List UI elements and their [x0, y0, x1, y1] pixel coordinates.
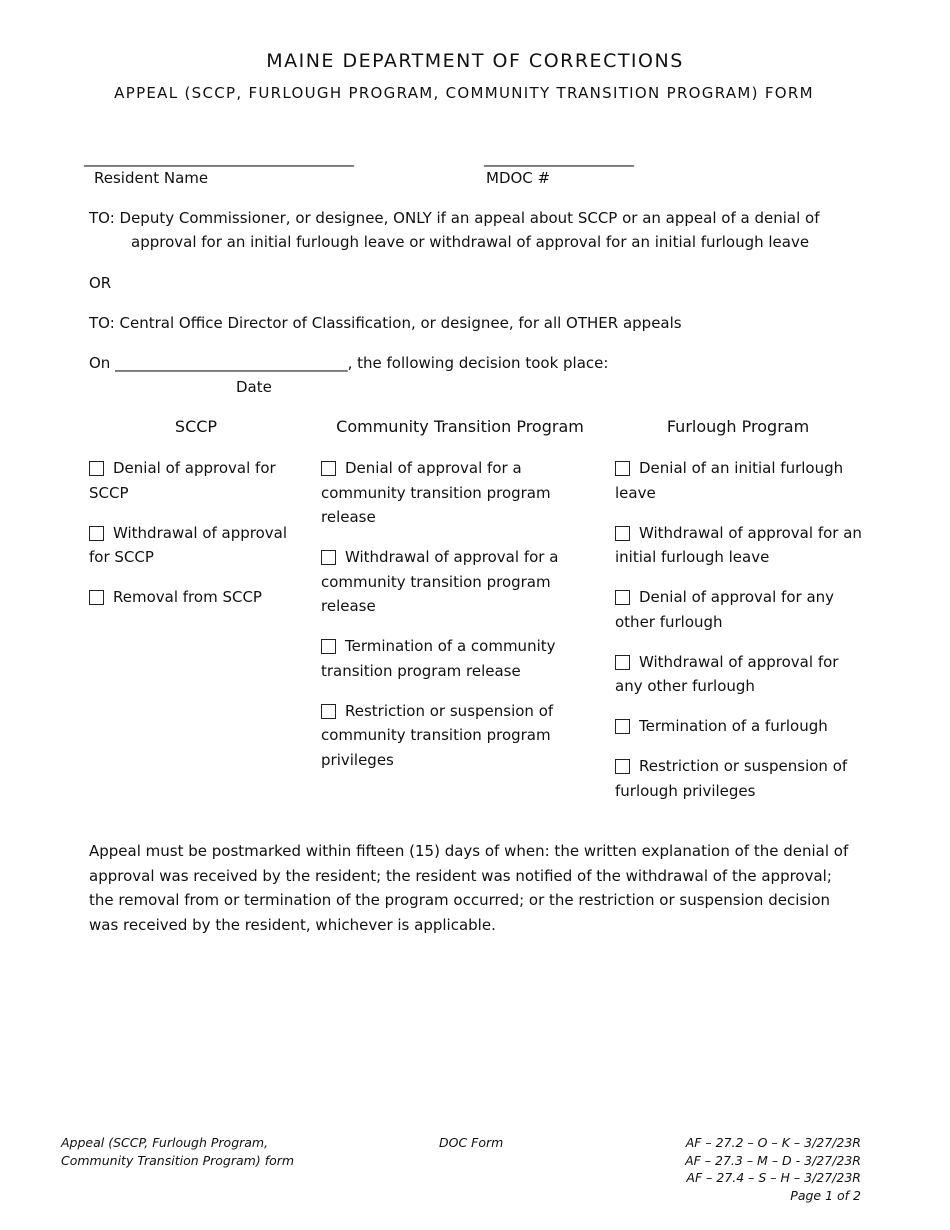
option-label: Restriction or suspension of furlough privileges — [615, 757, 848, 800]
decision-on-label: On — [89, 354, 111, 372]
footer-doc-form: DOC Form — [439, 1135, 504, 1150]
mdoc-number-label: MDOC # — [486, 169, 551, 187]
furlough-option — [615, 650, 865, 699]
option-label: Denial of approval for SCCP — [89, 459, 276, 502]
sccp-option — [89, 456, 307, 505]
checkbox[interactable] — [321, 550, 336, 565]
footer-form-name-line1: Appeal (SCCP, Furlough Program, — [61, 1135, 269, 1150]
resident-name-label: Resident Name — [94, 169, 209, 187]
furlough-option — [615, 585, 865, 634]
checkbox[interactable] — [615, 655, 630, 670]
mdoc-number-line[interactable]: ____________________ — [484, 149, 634, 167]
furlough-option — [615, 754, 865, 803]
form-title: APPEAL (SCCP, FURLOUGH PROGRAM, COMMUNITY TRANSITION PROGRAM) FORM — [114, 84, 814, 102]
sccp-heading: SCCP — [174, 417, 218, 436]
resident-name-line[interactable]: ____________________________________ — [84, 149, 354, 167]
ctp-option — [321, 699, 579, 773]
option-label: Termination of a community transition program release — [321, 637, 556, 680]
option-label: Removal from SCCP — [113, 588, 262, 606]
furlough-option — [615, 714, 865, 739]
checkbox[interactable] — [321, 704, 336, 719]
option-label: Restriction or suspension of community transition program privileges — [321, 701, 554, 769]
checkbox[interactable] — [615, 461, 630, 476]
sccp-option — [89, 585, 307, 610]
decision-date-row — [89, 351, 608, 376]
checkbox[interactable] — [615, 719, 630, 734]
option-label: Withdrawal of approval for any other furlough — [615, 652, 839, 695]
recipient-deputy-commissioner-cont: approval for an initial furlough leave or withdrawal of approval for an initial furlough leave — [131, 233, 810, 251]
checkbox[interactable] — [615, 526, 630, 541]
option-label: Denial of approval for any other furlough — [615, 588, 835, 631]
checkbox[interactable] — [89, 590, 104, 605]
ctp-option — [321, 456, 579, 530]
footer-form-name-line2: Community Transition Program) form — [61, 1152, 295, 1168]
furlough-options — [615, 456, 865, 819]
footer-code: AF – 27.2 – O – K – 3/27/23R — [685, 1135, 861, 1150]
ctp-option — [321, 545, 579, 619]
ctp-option — [321, 634, 579, 683]
ctp-heading: Community Transition Program — [336, 417, 584, 436]
checkbox[interactable] — [615, 590, 630, 605]
recipient-deputy-commissioner: TO: Deputy Commissioner, or designee, ONLY if an appeal about SCCP or an appeal of a denial of — [89, 209, 820, 227]
sccp-options — [89, 456, 307, 625]
checkbox[interactable] — [89, 461, 104, 476]
checkbox[interactable] — [615, 759, 630, 774]
checkbox[interactable] — [321, 461, 336, 476]
footer-code: AF – 27.3 – M – D - 3/27/23R — [685, 1152, 861, 1168]
checkbox[interactable] — [321, 639, 336, 654]
recipient-or: OR — [89, 274, 112, 292]
option-label: Withdrawal of approval for a community transition program release — [321, 548, 559, 615]
recipient-director-classification: TO: Central Office Director of Classification, or designee, for all OTHER appeals — [89, 314, 682, 332]
option-label: Denial of an initial furlough leave — [615, 459, 844, 502]
option-label: Denial of approval for a community transition program release — [321, 459, 551, 526]
decision-suffix: , the following decision took place: — [347, 354, 609, 372]
decision-date-label: Date — [236, 378, 272, 396]
decision-date-line[interactable]: _______________________________ — [115, 354, 348, 372]
checkbox[interactable] — [89, 526, 104, 541]
ctp-options — [321, 456, 579, 788]
form-agency-title: MAINE DEPARTMENT OF CORRECTIONS — [266, 50, 684, 72]
furlough-option — [615, 521, 865, 570]
footer-form-codes — [685, 1134, 861, 1204]
footer-page-number: Page 1 of 2 — [790, 1187, 861, 1203]
footer-code: AF – 27.4 – S – H – 3/27/23R — [686, 1170, 861, 1185]
appeal-deadline-notice: Appeal must be postmarked within fifteen (15) days of when: the written explanation of the denial of approval was received by the resident; the resident was notified of the withdrawal of the approval; the removal from or termination of the program occurred; or the restriction or suspension decision was received by the resident, whichever is applicable. — [89, 842, 849, 934]
footer-form-name — [61, 1134, 294, 1169]
furlough-heading: Furlough Program — [666, 417, 810, 436]
sccp-option — [89, 521, 307, 570]
option-label: Withdrawal of approval for an initial furlough leave — [615, 523, 862, 566]
furlough-option — [615, 456, 865, 505]
option-label: Withdrawal of approval for SCCP — [89, 523, 288, 566]
option-label: Termination of a furlough — [639, 717, 828, 735]
